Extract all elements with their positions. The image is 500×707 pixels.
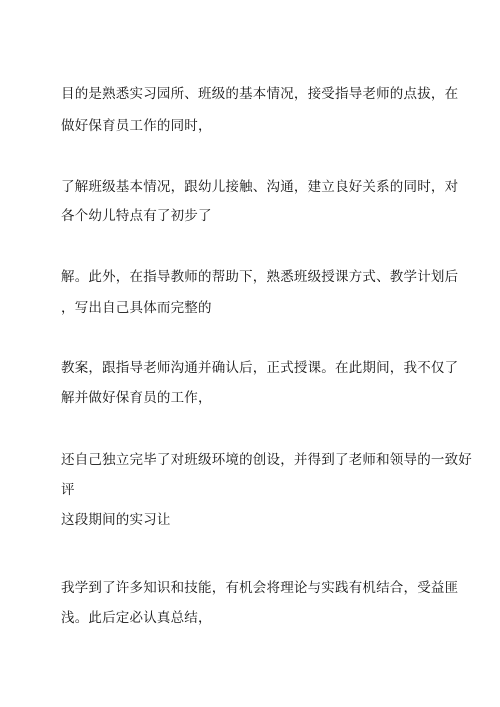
text-line: 这段期间的实习让	[61, 512, 171, 528]
text-line: 目的是熟悉实习园所、班级的基本情况，接受指导老师的点拔，在	[61, 86, 459, 102]
text-line: 做好保育员工作的同时，	[61, 118, 212, 134]
text-line: 还自己独立完毕了对班级环境的创设，并得到了老师和领导的一致好	[61, 452, 472, 468]
text-line: ，写出自己具体而完整的	[61, 300, 212, 316]
text-line: 我学到了许多知识和技能，有机会将理论与实践有机结合，受益匪	[61, 580, 459, 596]
text-line: 了解班级基本情况，跟幼儿接触、沟通，建立良好关系的同时，对	[61, 179, 459, 195]
text-line: 评	[61, 482, 75, 498]
text-line: 浅。此后定必认真总结，	[61, 610, 212, 626]
text-line: 解并做好保育员的工作，	[61, 390, 212, 406]
text-line: 解。此外，在指导教师的帮助下，熟悉班级授课方式、教学计划后	[61, 269, 459, 285]
text-line: 教案，跟指导老师沟通并确认后，正式授课。在此期间，我不仅了	[61, 360, 459, 376]
text-line: 各个幼儿特点有了初步了	[61, 208, 212, 224]
